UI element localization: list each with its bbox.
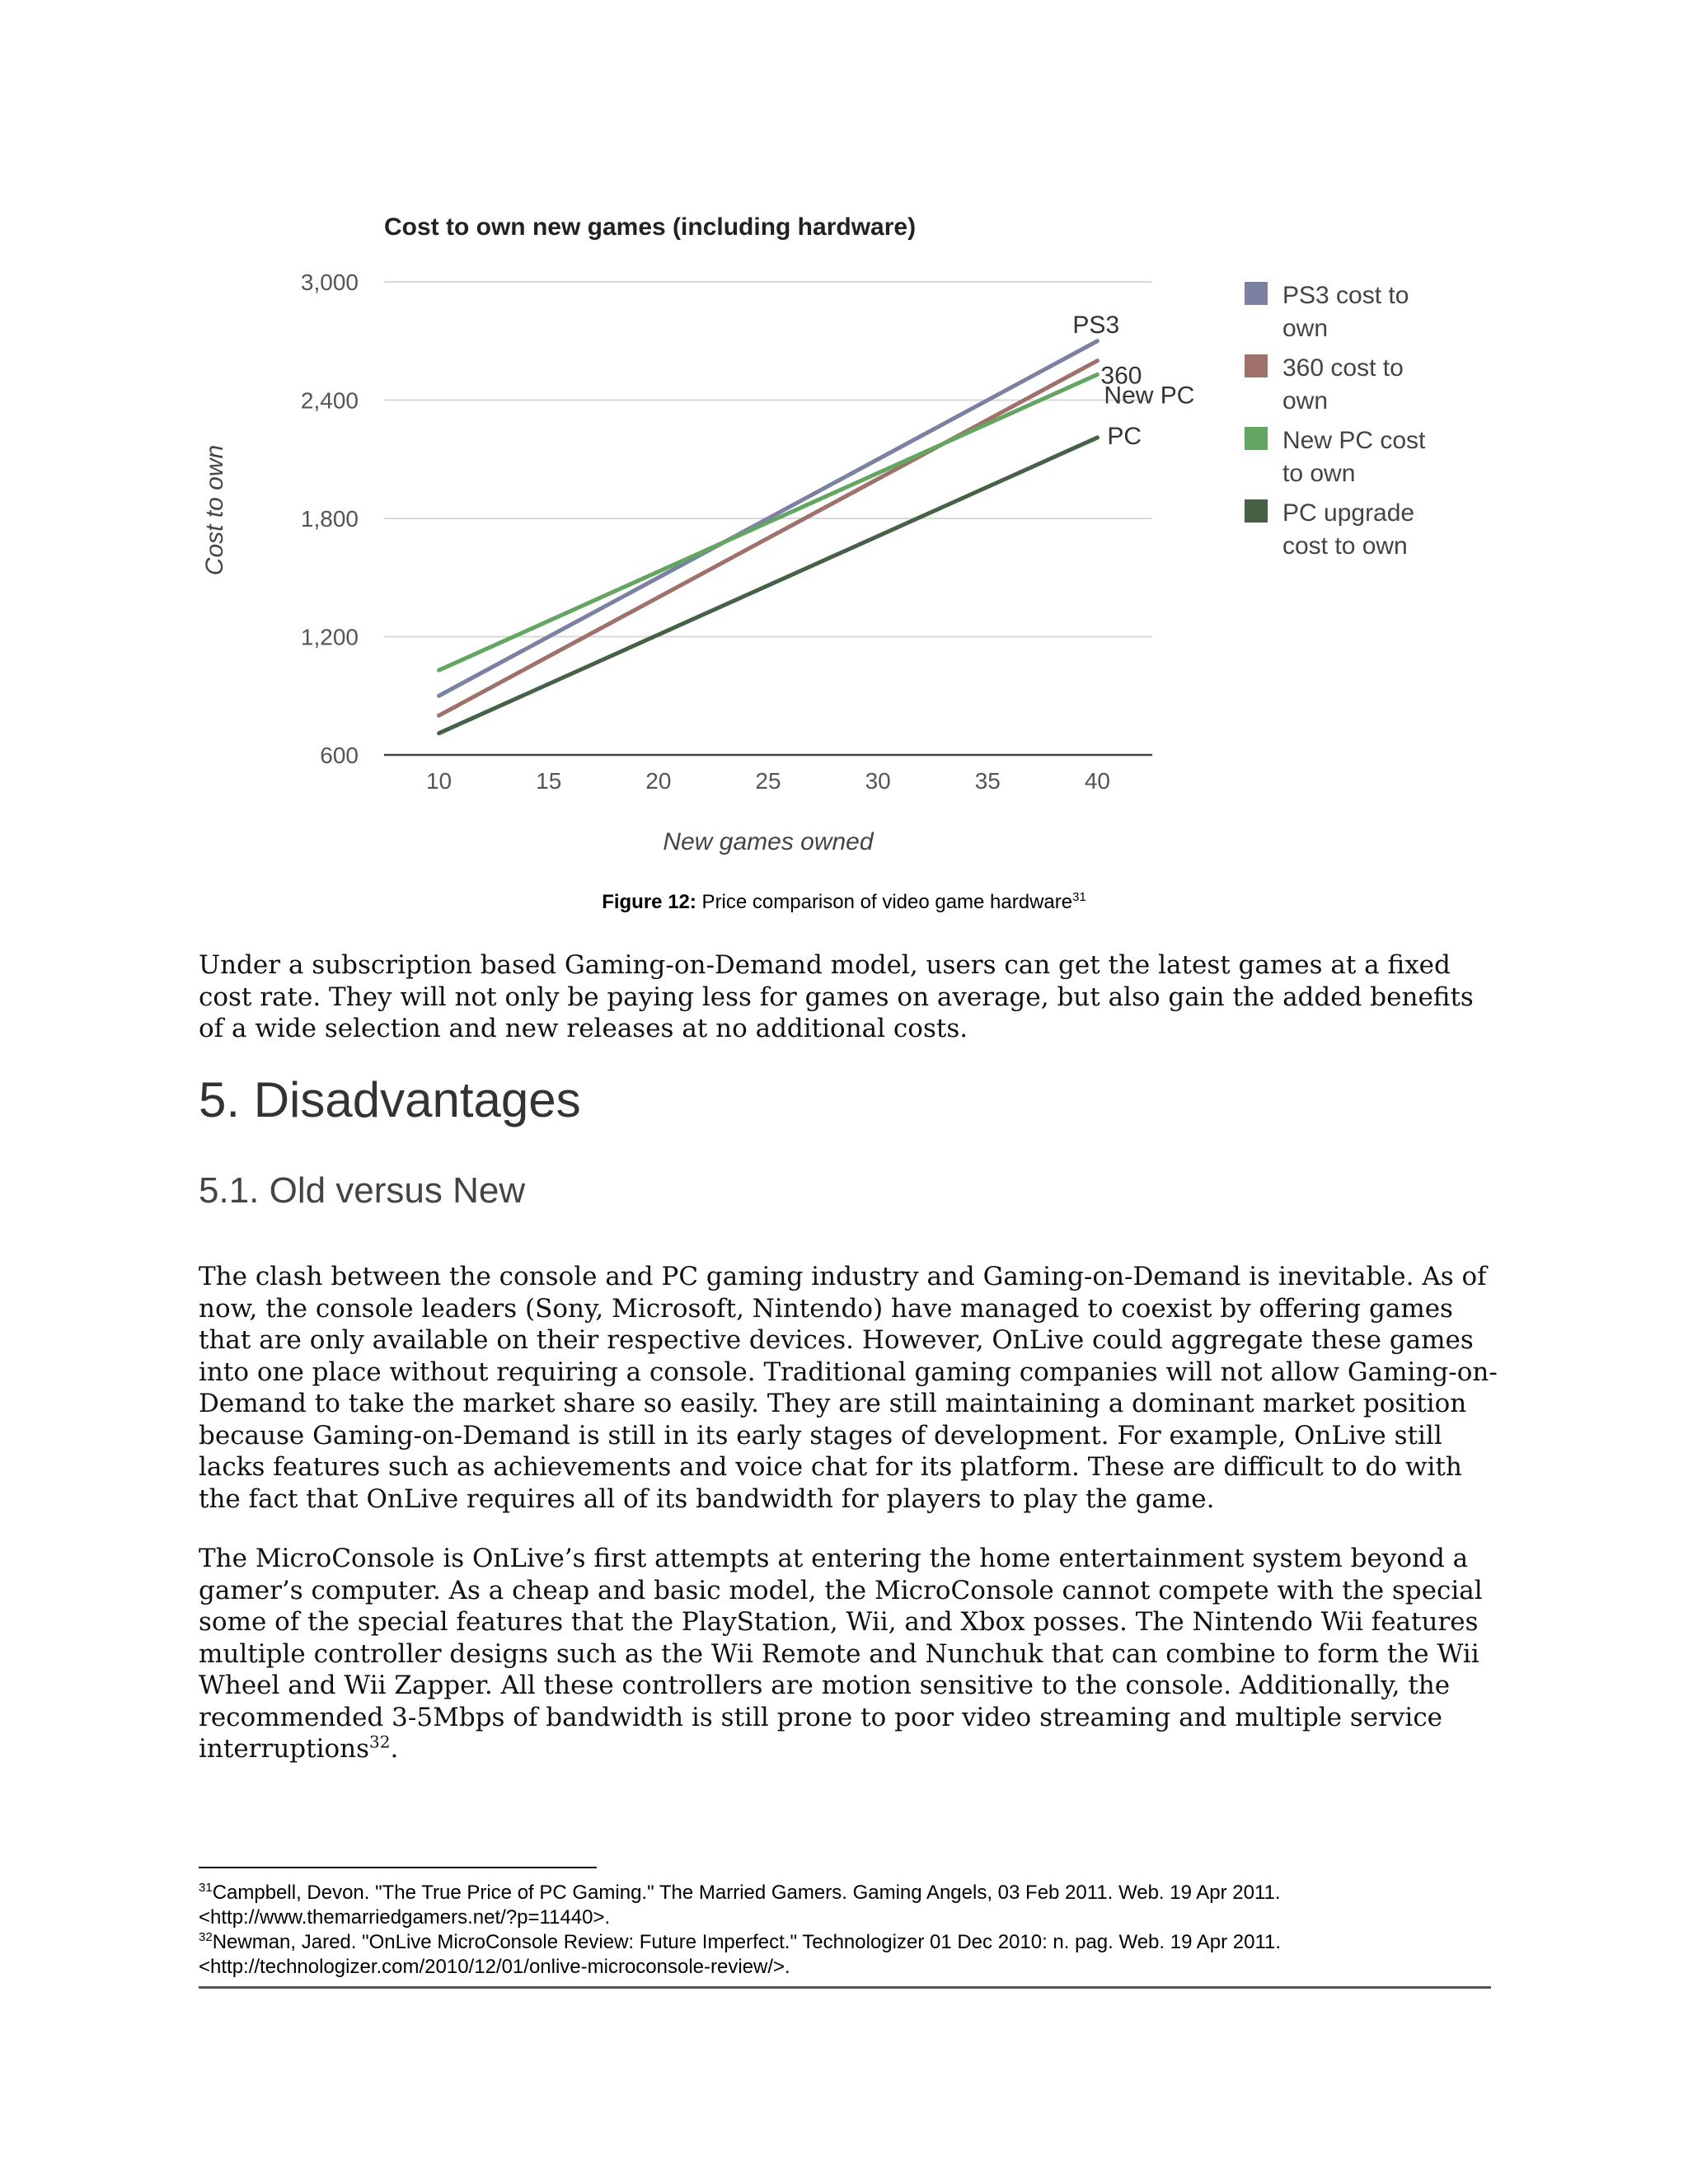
legend-label: to own <box>1282 460 1356 487</box>
x-axis-title: New games owned <box>663 828 874 855</box>
y-axis-title: Cost to own <box>201 444 228 576</box>
legend-label: 360 cost to <box>1282 354 1404 382</box>
footnote-bottom-rule <box>199 1986 1491 1989</box>
section-heading: 5. Disadvantages <box>199 1072 581 1127</box>
series-line <box>439 374 1098 670</box>
x-tick-label: 30 <box>865 768 891 794</box>
chart-title: Cost to own new games (including hardware) <box>384 213 917 241</box>
figure-footnote-ref: 31 <box>1072 890 1086 904</box>
footnote-31-url: <http://www.themarriedgamers.net/?p=11440>. <box>199 1906 611 1929</box>
footnote-31 <box>199 1881 1493 1905</box>
intro-paragraph: Under a subscription based Gaming-on-Demand model, users can get the latest games at a fixed cost rate. They will not only be paying less for games on average, but also gain the added benefits of a wide selection and new releases at no additional costs. <box>199 950 1474 1043</box>
y-tick-label: 3,000 <box>300 269 359 295</box>
footnote-citation: Campbell, Devon. "The True Price of PC Gaming." The Married Gamers. Gaming Angels, 03 Feb 2011. Web. 19 Apr 2011. <box>212 1882 1281 1904</box>
footnote-32 <box>199 1930 1493 1955</box>
y-tick-label: 1,200 <box>300 624 359 650</box>
y-tick-label: 1,800 <box>300 506 359 532</box>
legend-label: New PC cost <box>1282 427 1426 454</box>
figure-caption <box>0 890 1688 914</box>
chart-legend <box>1245 282 1426 560</box>
line-chart <box>190 198 1475 882</box>
footnotes <box>199 1881 1493 1980</box>
x-tick-label: 25 <box>755 768 781 794</box>
y-tick-label: 600 <box>320 743 359 768</box>
footnote-separator <box>199 1867 597 1868</box>
x-tick-label: 20 <box>645 768 672 794</box>
legend-label: PC upgrade <box>1282 499 1415 527</box>
series-end-label: 360 <box>1100 362 1142 390</box>
x-tick-label: 15 <box>536 768 562 794</box>
y-tick-label: 2,400 <box>300 387 359 414</box>
legend-swatch <box>1245 354 1268 377</box>
chart-series-group <box>439 312 1195 733</box>
legend-swatch <box>1245 499 1268 523</box>
x-tick-label: 35 <box>974 768 1001 794</box>
figure-label: Figure 12: <box>602 891 696 913</box>
paragraph-microconsole-text: The MicroConsole is OnLive’s first attempts at entering the home entertainment system beyond a gamer’s computer. As a cheap and basic model, the MicroConsole cannot compete with the special some of the special features that the PlayStation, Wii, and Xbox posses. The Nintendo Wii features multiple controller designs such as the Wii Remote and Nunchuk that can combine to form the Wii Wheel and Wii Zapper. All these controllers are motion sensitive to the console. Additionally, the recommended 3-5Mbps of bandwidth is still prone to poor video streaming and multiple service interruptions <box>199 1544 1483 1764</box>
footnote-32-url: <http://technologizer.com/2010/12/01/onlive-microconsole-review/>. <box>199 1956 790 1978</box>
x-tick-label: 40 <box>1084 768 1111 794</box>
legend-label: own <box>1282 315 1329 342</box>
x-tick-label: 10 <box>425 768 452 794</box>
legend-swatch <box>1245 427 1268 450</box>
footnote-ref-32: 32 <box>369 1732 391 1752</box>
footnote-number: 32 <box>199 1930 213 1944</box>
paragraph-end-punct: . <box>390 1734 399 1764</box>
series-end-label: New PC <box>1104 382 1195 410</box>
series-end-label: PC <box>1107 422 1142 450</box>
series-line <box>439 438 1098 733</box>
footnote-number: 31 <box>199 1881 213 1895</box>
series-end-label: PS3 <box>1072 311 1120 339</box>
legend-swatch <box>1245 282 1268 305</box>
legend-label: cost to own <box>1282 532 1408 560</box>
figure-caption-text: Price comparison of video game hardware <box>696 891 1073 913</box>
series-line <box>439 361 1098 716</box>
paragraph-microconsole <box>199 1543 1501 1765</box>
paragraph-old-vs-new: The clash between the console and PC gaming industry and Gaming-on-Demand is inevitable. As of now, the console leaders (Sony, Microsoft, Nintendo) have managed to coexist by offering games that are only available on their respective devices. However, OnLive could aggregate these games into one place without requiring a console. Traditional gaming companies will not allow Gaming-on-Demand to take the market share so easily. They are still maintaining a dominant market position because Gaming-on-Demand is still in its early stages of development. For example, OnLive still lacks features such as achievements and voice chat for its platform. These are difficult to do with the fact that OnLive requires all of its bandwidth for players to play the game. <box>199 1262 1498 1514</box>
legend-label: PS3 cost to <box>1282 282 1409 309</box>
legend-label: own <box>1282 387 1329 415</box>
subsection-heading: 5.1. Old versus New <box>199 1170 526 1211</box>
footnote-citation: Newman, Jared. "OnLive MicroConsole Review: Future Imperfect." Technologizer 01 Dec 2010: n. pag. Web. 19 Apr 2011. <box>212 1931 1282 1953</box>
